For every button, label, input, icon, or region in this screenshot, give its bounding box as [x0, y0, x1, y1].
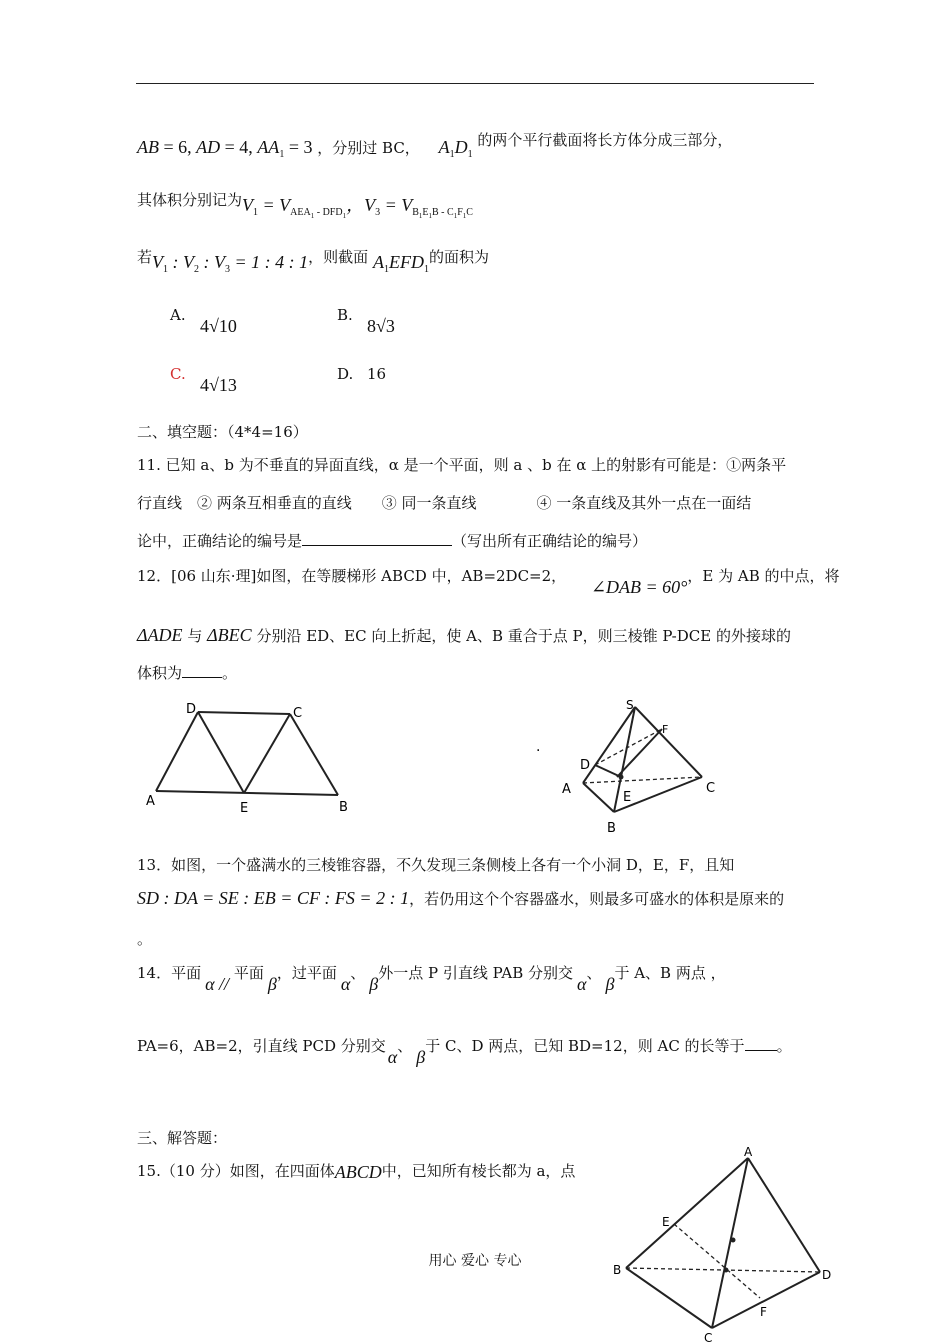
q14-alpha-4: α [387, 1047, 398, 1067]
q14-t7: 于 A、B 两点 ， [614, 964, 726, 982]
tetrahedron-figure [608, 1146, 840, 1344]
q14-t4: 、 [350, 964, 366, 982]
q10-option-c-label: C. [170, 365, 186, 383]
q15-line1-a: 15.（10 分）如图，在四面体 [137, 1162, 335, 1180]
tet-label-e: E [662, 1215, 670, 1229]
q11-line2: 行直线 ② 两条互相垂直的直线 ③ 同一条直线 ④ 一条直线及其外一点在一面结 [137, 494, 752, 512]
q10-option-c-value: 4√13 [200, 375, 237, 395]
header-rule [136, 83, 814, 84]
q12-line2 [137, 625, 791, 646]
trap-label-c: C [293, 706, 303, 721]
q10-option-d-value: 16 [367, 365, 387, 383]
q10-line3-text-b: ，则截面 [308, 248, 369, 266]
q13-line2 [137, 888, 784, 909]
trapezoid-figure [140, 698, 365, 823]
q14-answer-blank [745, 1036, 777, 1051]
q10-a1d1-math: $A_1D_1$ [438, 137, 473, 160]
q10-dims-math: AB [137, 137, 159, 157]
q12-angle-math: ∠DAB = 60° [590, 577, 688, 597]
q14-line2-d: 。 [776, 1037, 792, 1055]
pyramid-figure [520, 695, 730, 840]
q15-line1 [137, 1160, 575, 1181]
q10-volume-math: $V_1 = V_{AEA_1 - DFD_1}$，$V_3 = V_{B_1E_1B - C_1F_1C}$ [242, 195, 473, 220]
trap-label-d: D [186, 702, 197, 717]
q10-option-b-value: 8√3 [367, 316, 395, 336]
q10-ratio-math: $V_1$ : $V_2$ : $V_3 = 1$ : 4 : 1 [152, 252, 309, 275]
tet-label-c: C [704, 1331, 713, 1344]
pyr-label-e: E [623, 790, 632, 805]
section2-title: 二、填空题：（4*4=16） [137, 423, 308, 441]
q14-line2-b: 、 [397, 1037, 413, 1055]
pyr-label-b: B [607, 821, 616, 836]
q10-option-b-label: B. [337, 306, 353, 324]
q10-line1-text-a: ，分别过 BC， [317, 139, 420, 157]
q15-line1-b: 中，已知所有棱长都为 a，点 [381, 1162, 576, 1180]
q14-line2-a: PA=6，AB=2，引直线 PCD 分别交 [137, 1037, 386, 1055]
q12-line3-b: 。 [222, 664, 238, 682]
q14-t1: 14．平面 [137, 964, 202, 982]
q15-abcd-math: ABCD [334, 1162, 382, 1182]
trap-label-e: E [240, 801, 249, 816]
q12-line3 [137, 663, 237, 683]
q14-alpha-3: α [577, 974, 587, 994]
q14-beta-3: β [605, 974, 615, 994]
q12-line1 [137, 565, 840, 597]
q12-triangle-bec: ΔBEC [207, 625, 252, 645]
trap-label-b: B [339, 800, 348, 815]
pyr-point-dot [619, 775, 624, 780]
pyr-label-c: C [706, 781, 716, 796]
q14-t3: ，过平面 [276, 964, 337, 982]
q14-beta-2: β [369, 974, 379, 994]
q11-line1: 11. 已知 a、b 为不垂直的异面直线，α 是一个平面，则 a 、b 在 α 上的射影有可能是：①两条平 [137, 456, 787, 474]
q13-ratio-math: SD : DA = SE : EB = CF : FS = 2 : 1 [137, 888, 410, 908]
q10-line3-text-c: 的面积为 [428, 248, 489, 266]
q10-line3 [137, 248, 489, 280]
tet-label-d: D [822, 1268, 832, 1282]
q10-line2 [137, 191, 473, 226]
q14-line1 [137, 962, 726, 994]
q10-option-a-value: 4√10 [200, 316, 237, 336]
q12-line1-b: ，E 为 AB 的中点，将 [687, 567, 840, 585]
q12-answer-blank [182, 663, 222, 678]
q11-line3 [137, 531, 647, 551]
q10-line1: AB = 6, AD = 4, $AA_1 = 3$ ，分别过 BC， $A_1D_1$ 的两个平行截面将长方体分成三部分， [137, 131, 733, 160]
q14-line2-c: 于 C、D 两点，已知 BD=12，则 AC 的长等于 [425, 1037, 745, 1055]
trap-label-a: A [146, 794, 155, 809]
q14-beta-4: β [416, 1047, 426, 1067]
page-footer: 用心 爱心 专心 [428, 1253, 522, 1269]
q11-line3-b: （写出所有正确结论的编号） [452, 532, 648, 550]
q10-option-a-label: A. [170, 306, 186, 324]
q10-section-math: $A_1EFD_1$ [372, 252, 429, 275]
pyr-label-a: A [562, 782, 571, 797]
tet-point-dot-1 [731, 1238, 736, 1243]
q14-alpha-parallel: α // [205, 974, 230, 994]
q14-t2: 平面 [233, 964, 264, 982]
tet-label-b: B [613, 1263, 622, 1277]
q10-line3-text-a: 若 [137, 248, 153, 266]
pyr-label-d: D [580, 758, 591, 773]
q10-line2-text: 其体积分别记为 [137, 191, 243, 209]
q10-option-d-label: D. [337, 365, 354, 383]
tet-label-a: A [744, 1146, 753, 1159]
q13-line1: 13．如图，一个盛满水的三棱锥容器，不久发现三条侧棱上各有一个小洞 D，E，F，且知 [137, 856, 735, 874]
q11-answer-blank [302, 531, 452, 546]
pyr-stray-dot: · [536, 743, 541, 759]
q12-line1-a: 12．[06 山东·理]如图，在等腰梯形 ABCD 中，AB=2DC=2， [137, 567, 567, 585]
q14-line2 [137, 1035, 792, 1067]
q12-line2-mid: 与 [182, 627, 208, 645]
q14-alpha-2: α [340, 974, 351, 994]
tet-label-f: F [760, 1305, 767, 1319]
pyr-label-s: S [626, 698, 634, 712]
section3-title: 三、解答题： [137, 1129, 228, 1147]
q13-line3: 。 [137, 930, 153, 948]
q14-beta-1: β [267, 974, 277, 994]
q14-t5: 外一点 P 引直线 PAB 分别交 [378, 964, 574, 982]
pyr-label-f: F [662, 723, 669, 736]
q12-triangle-ade: ΔADE [137, 625, 183, 645]
q10-line1-text-b: 的两个平行截面将长方体分成三部分， [477, 131, 733, 149]
q12-line2-b: 分别沿 ED、EC 向上折起，使 A、B 重合于点 P，则三棱锥 P-DCE 的外接球的 [251, 627, 791, 645]
q11-line3-a: 论中，正确结论的编号是 [137, 532, 303, 550]
q12-line3-a: 体积为 [137, 664, 183, 682]
q13-line2-b: ，若仍用这个个容器盛水，则最多可盛水的体积是原来的 [409, 890, 785, 908]
q14-t6: 、 [586, 964, 602, 982]
